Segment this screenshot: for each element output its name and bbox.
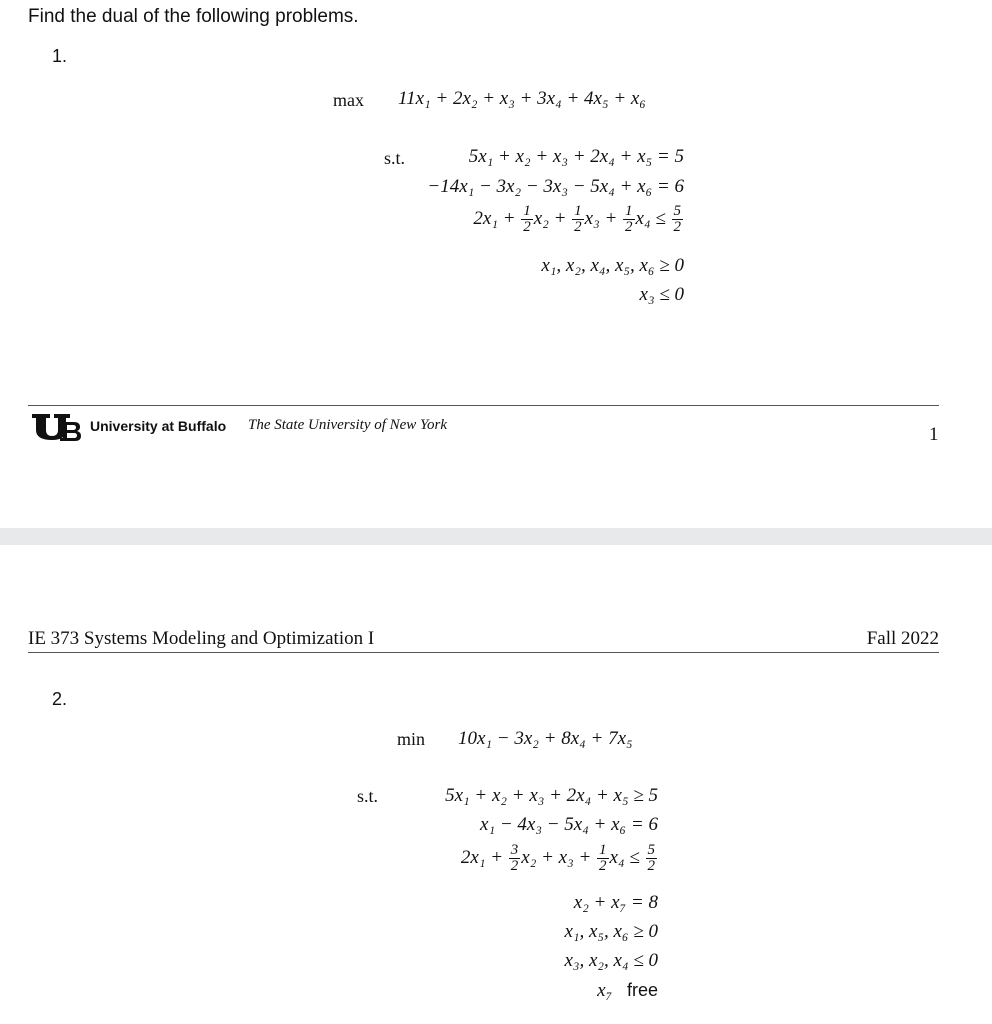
p1c3-part-d: x₄ ≤: [635, 207, 671, 229]
p2c3-f2-denominator: 2: [599, 858, 607, 874]
p2c3-fraction-1: [509, 843, 521, 874]
p2c3-fraction-2: [597, 843, 609, 874]
footer-rule: [28, 405, 939, 406]
problem-1-constraint-1: 5x₁ + x₂ + x₃ + 2x₄ + x₅ = 5: [468, 146, 684, 167]
instructions: Find the dual of the following problems.: [28, 6, 359, 27]
problem-2-constraint-1: 5x₁ + x₂ + x₃ + 2x₄ + x₅ ≥ 5: [445, 785, 658, 806]
p2c3-f2-numerator: 1: [599, 842, 607, 858]
problem-1-constraint-3: [473, 204, 684, 235]
footer-state-university: The State University of New York: [248, 417, 448, 433]
problem-2-constraint-4: x₂ + x₇ = 8: [573, 892, 658, 913]
p1c3-f3-numerator: 1: [625, 203, 633, 219]
term: Fall 2022: [866, 628, 939, 649]
problem-1-constraint-5: x₃ ≤ 0: [639, 284, 684, 305]
problem-2-number: 2.: [52, 689, 68, 709]
p1c3-f3-denominator: 2: [625, 219, 633, 235]
p1c3-fraction-4: [672, 204, 684, 235]
p2c3-f3-numerator: 5: [647, 842, 655, 858]
problem-1-objective: 11x₁ + 2x₂ + x₃ + 3x₄ + 4x₅ + x₆: [398, 88, 646, 109]
p2c3-fraction-3: [646, 843, 658, 874]
p2c7-free-text: free: [626, 980, 658, 1000]
ub-logo: [30, 412, 82, 442]
problem-1-constraint-4: x₁, x₂, x₄, x₅, x₆ ≥ 0: [541, 255, 684, 276]
p1c3-fraction-3: [623, 204, 635, 235]
problem-2-constraint-7: [597, 981, 658, 1000]
problem-1-number: 1.: [52, 46, 68, 66]
p1c3-part-c: x₃ +: [584, 207, 623, 229]
p1c3-part-a: 2x₁ +: [473, 207, 521, 229]
problem-2-objective-type: min: [397, 729, 426, 749]
p1c3-f2-denominator: 2: [574, 219, 582, 235]
header-rule: [28, 652, 939, 653]
p1c3-f2-numerator: 1: [574, 203, 582, 219]
p2c3-f1-denominator: 2: [510, 858, 519, 874]
p2c3-part-b: x₂ + x₃ +: [521, 846, 597, 868]
footer-university: University at Buffalo: [90, 418, 227, 434]
problem-2-constraint-6: x₃, x₂, x₄ ≤ 0: [564, 950, 658, 971]
p1c3-part-b: x₂ +: [533, 207, 572, 229]
problem-2-constraint-3: [461, 843, 658, 874]
problem-1-constraint-2: −14x₁ − 3x₂ − 3x₃ − 5x₄ + x₆ = 6: [427, 176, 684, 197]
p2c3-part-a: 2x₁ +: [460, 846, 508, 868]
page-separator: [0, 528, 992, 545]
p2c7-variable: x₇: [597, 980, 613, 1001]
page-number: 1: [929, 424, 939, 445]
p1c3-f4-denominator: 2: [673, 219, 681, 235]
p2c3-part-c: x₄ ≤: [609, 846, 645, 868]
problem-2-constraint-5: x₁, x₅, x₆ ≥ 0: [564, 921, 658, 942]
p1c3-fraction-1: [521, 204, 533, 235]
p1c3-f1-numerator: 1: [523, 203, 531, 219]
p1c3-fraction-2: [572, 204, 584, 235]
problem-2-objective: 10x₁ − 3x₂ + 8x₄ + 7x₅: [458, 728, 633, 749]
p1c3-f4-numerator: 5: [673, 203, 681, 219]
course-title: IE 373 Systems Modeling and Optimization I: [28, 628, 375, 649]
p2c3-f1-numerator: 3: [510, 842, 519, 858]
problem-2-constraint-2: x₁ − 4x₃ − 5x₄ + x₆ = 6: [480, 814, 658, 835]
problem-1-st-label: s.t.: [384, 148, 406, 168]
problem-1-objective-type: max: [333, 90, 364, 110]
p2c3-f3-denominator: 2: [647, 858, 655, 874]
problem-2-st-label: s.t.: [357, 786, 379, 806]
p1c3-f1-denominator: 2: [523, 219, 531, 235]
